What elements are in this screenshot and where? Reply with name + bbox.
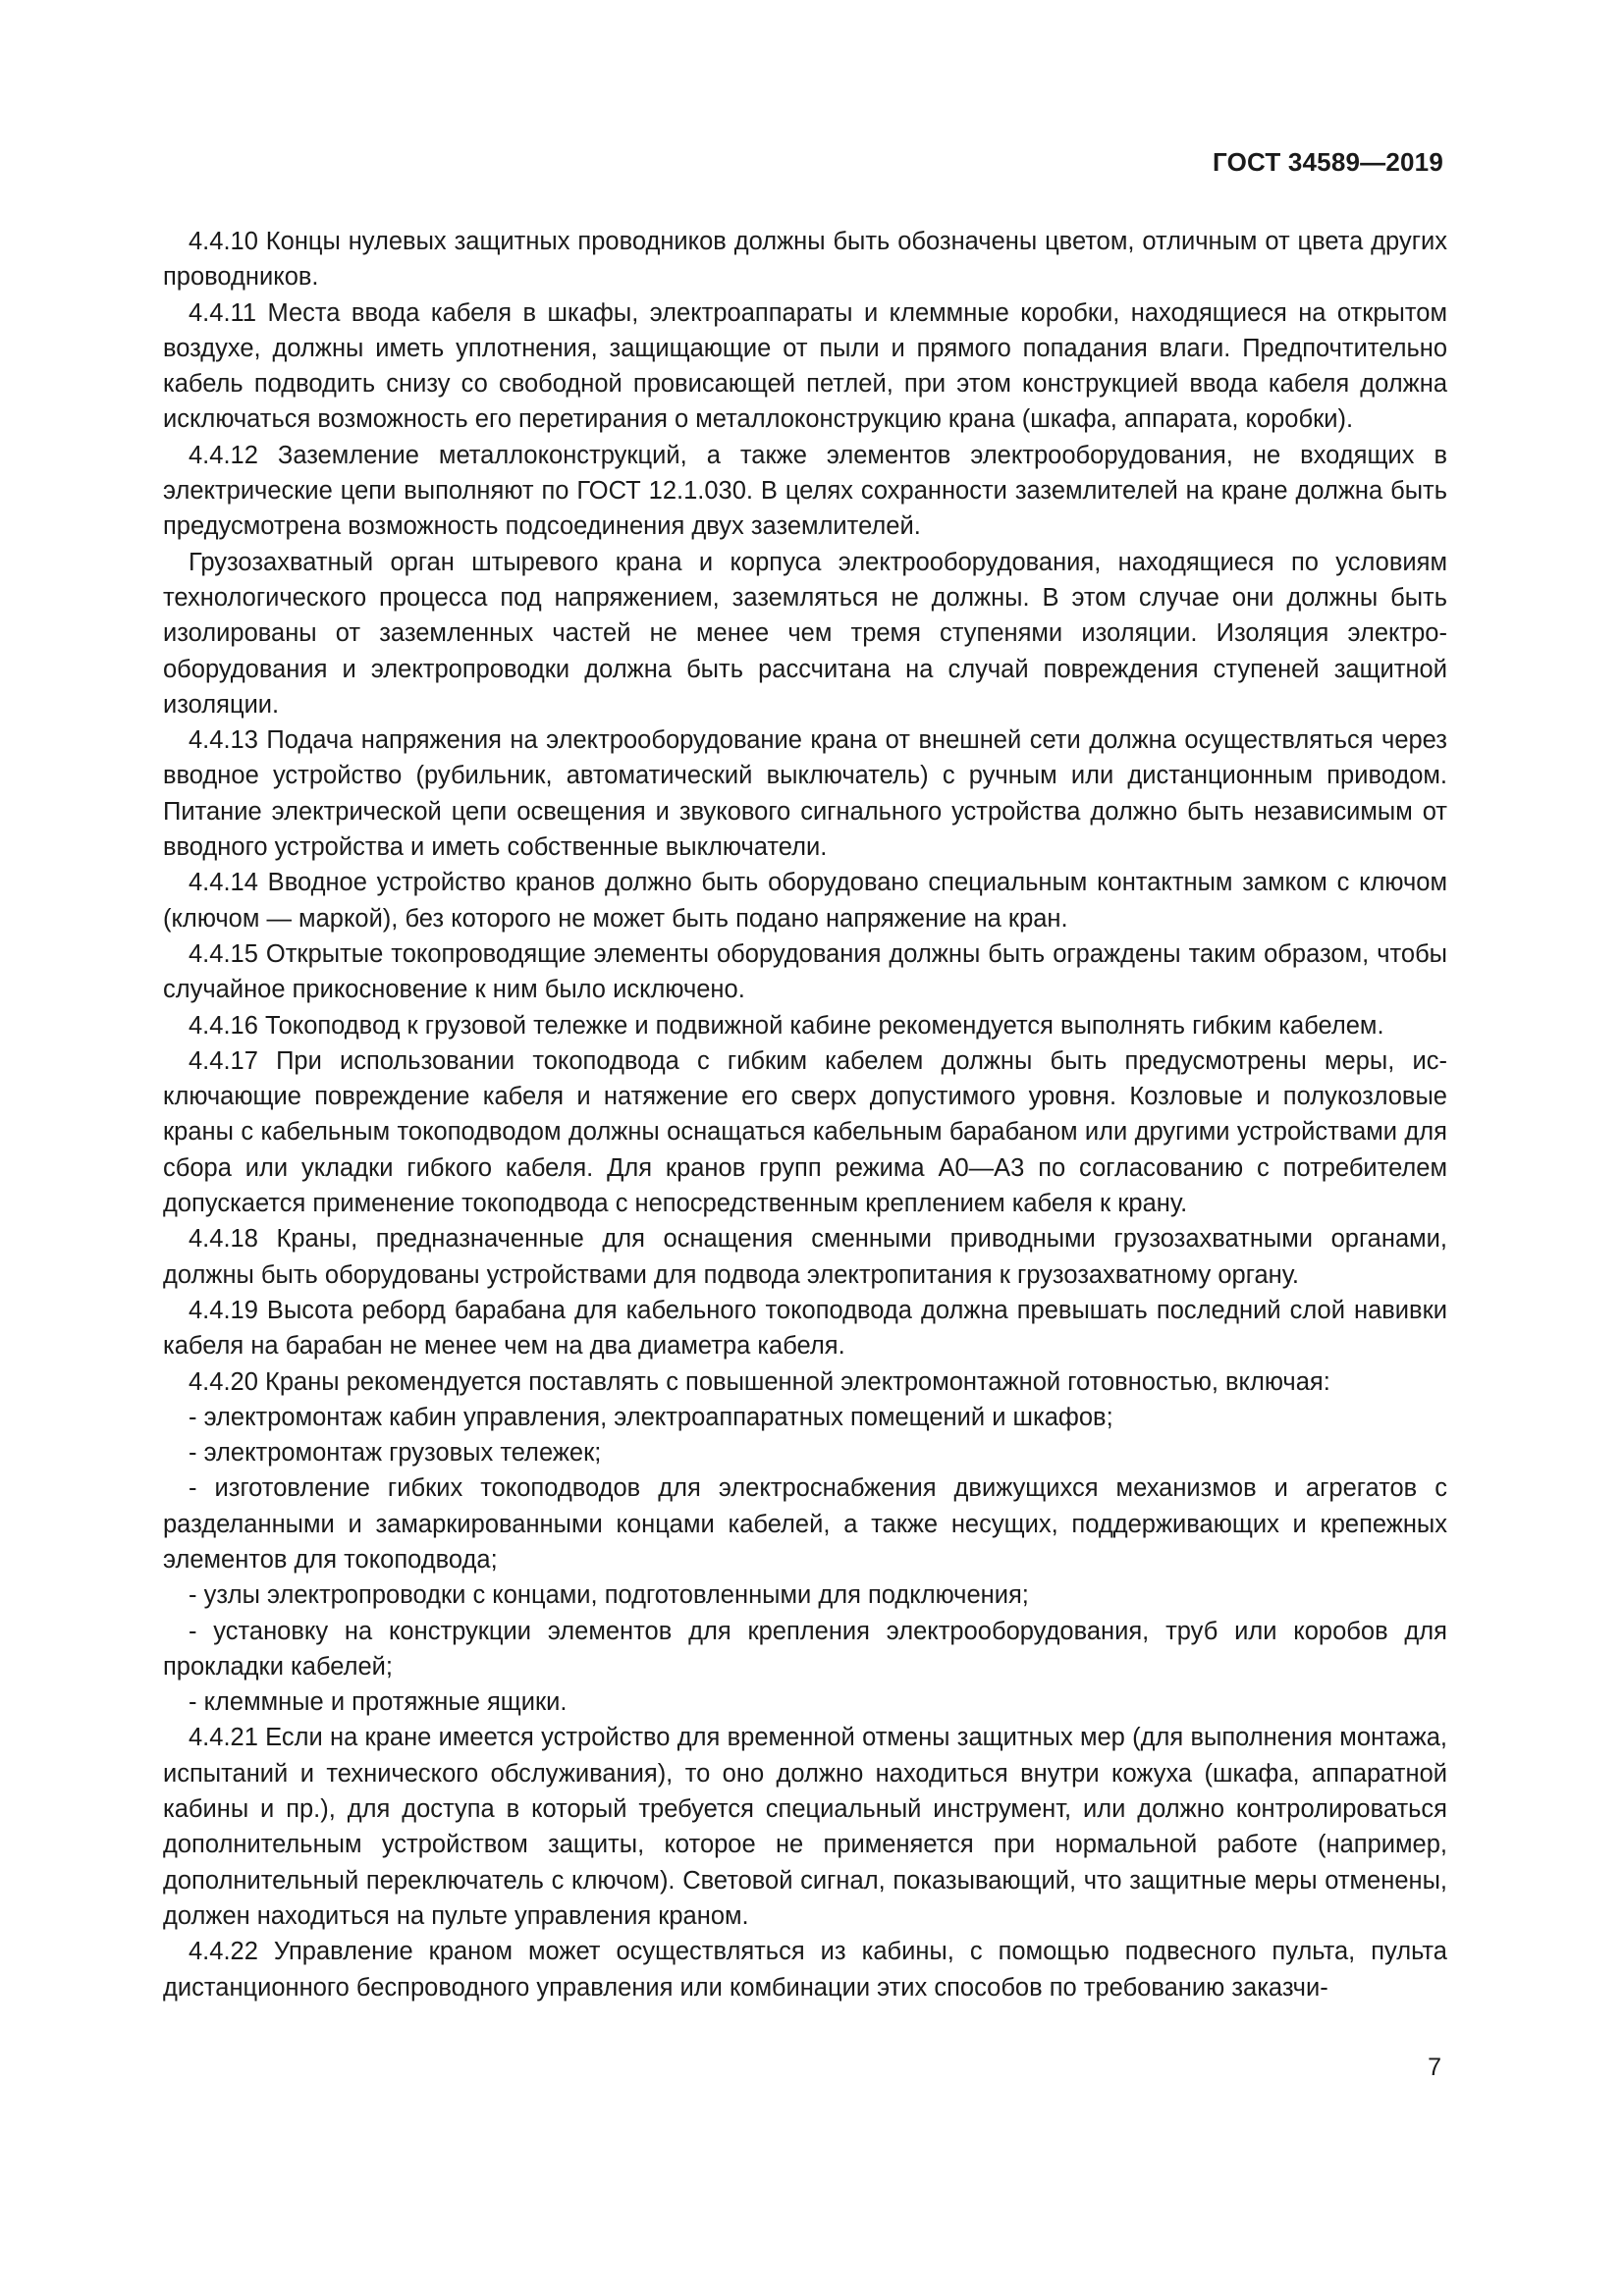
paragraph-4-4-14: 4.4.14 Вводное устройство кранов должно быть оборудовано специальным контактным замком с ключом (ключом — маркой), без которого не может быть подано напряжение на кран. [163,869,1447,933]
paragraph-4-4-17: 4.4.17 При использовании токоподвода с гибким кабелем должны быть предусмотрены меры, исключающие повреждение кабеля и натяжение его сверх допустимого уровня. Козловые и полукозловые краны с кабельным токоподводом должны оснащаться кабельным барабаном или другими устройствами для сбора или укладки гибкого кабеля. Для кранов групп режима А0—А3 по согласованию с потребителем допускается применение токоподвода с непосредственным креплением кабеля к крану. [163,1046,1447,1218]
list-item: - изготовление гибких токоподводов для электроснабжения движущихся механизмов и агрегатов с разделанными и замаркированными концами кабелей, а также несущих, поддерживающих и крепежных элементов для токоподвода; [163,1474,1447,1574]
paragraph-4-4-11: 4.4.11 Места ввода кабеля в шкафы, электроаппараты и клеммные коробки, находящиеся на открытом воздухе, должны иметь уплотнения, защищающие от пыли и прямого попадания влаги. Предпочтительно кабель подводить снизу со свободной провисающей петлей, при этом конструкцией ввода кабеля должна исключаться возможность его перетирания о металлоконструкцию крана (шкафа, аппарата, коробки). [163,298,1447,434]
list-item: - клеммные и протяжные ящики. [189,1688,568,1717]
paragraph-4-4-15: 4.4.15 Открытые токопроводящие элементы оборудования должны быть ограждены таким образом, чтобы случайное прикосновение к ним было исключено. [163,939,1447,1004]
page-number: 7 [1428,2054,1441,2081]
paragraph-4-4-13: 4.4.13 Подача напряжения на электрооборудование крана от внешней сети должна осуществляться через вводное устройство (рубильник, автоматический выключатель) с ручным или дистанционным приводом. Питание электрической цепи освещения и звукового сигнального устройства должно быть независимым от вводного устройства и иметь собственные выключатели. [163,726,1447,862]
list-item: - установку на конструкции элементов для крепления электрооборудования, труб или коробов для прокладки кабелей; [163,1617,1447,1681]
paragraph-4-4-22: 4.4.22 Управление краном может осуществляться из кабины, с помощью подвесного пульта, пульта дистанционного беспроводного управления или комбинации этих способов по требованию заказчи- [163,1938,1447,2002]
paragraph-grounding-note: Грузозахватный орган штыревого крана и корпуса электрооборудования, находящиеся по условиям технологического процесса под напряжением, заземляться не должны. В этом случае они должны быть изолированы от заземленных частей не менее чем тремя ступенями изоляции. Изоляция электрооборудования и электропроводки должна быть рассчитана на случай повреждения ступеней защитной изоляции. [163,548,1447,719]
list-item: - электромонтаж грузовых тележек; [189,1439,602,1468]
paragraph-4-4-20: 4.4.20 Краны рекомендуется поставлять с повышенной электромонтажной готовностью, включая: [189,1367,1330,1396]
paragraph-4-4-18: 4.4.18 Краны, предназначенные для оснащения сменными приводными грузозахватными органами, должны быть оборудованы устройствами для подвода электропитания к грузозахватному органу. [163,1225,1447,1289]
list-item: - узлы электропроводки с концами, подготовленными для подключения; [189,1581,1029,1610]
document-body [163,224,1447,2005]
document-code-header: ГОСТ 34589—2019 [1213,147,1443,177]
paragraph-4-4-16: 4.4.16 Токоподвод к грузовой тележке и подвижной кабине рекомендуется выполнять гибким кабелем. [189,1011,1384,1040]
list-item: - электромонтаж кабин управления, электроаппаратных помещений и шкафов; [189,1403,1113,1431]
paragraph-4-4-19: 4.4.19 Высота реборд барабана для кабельного токоподвода должна превышать последний слой навивки кабеля на барабан не менее чем на два диаметра кабеля. [163,1296,1447,1361]
paragraph-4-4-12: 4.4.12 Заземление металлоконструкций, а также элементов электрооборудования, не входящих в электрические цепи выполняют по ГОСТ 12.1.030. В целях сохранности заземлителей на кране должна быть предусмотрена возможность подсоединения двух заземлителей. [163,441,1447,541]
paragraph-4-4-10: 4.4.10 Концы нулевых защитных проводников должны быть обозначены цветом, отличным от цвета других проводников. [163,228,1447,292]
paragraph-4-4-21: 4.4.21 Если на кране имеется устройство для временной отмены защитных мер (для выполнения монтажа, испытаний и технического обслуживания), то оно должно находиться внутри кожуха (шкафа, аппаратной кабины и пр.), для доступа в который требуется специальный инструмент, или должно контролироваться дополнительным устройством защиты, которое не применяется при нормальной работе (например, дополнительный переключатель с ключом). Световой сигнал, показывающий, что защитные меры отменены, должен находиться на пульте управления краном. [163,1724,1447,1930]
